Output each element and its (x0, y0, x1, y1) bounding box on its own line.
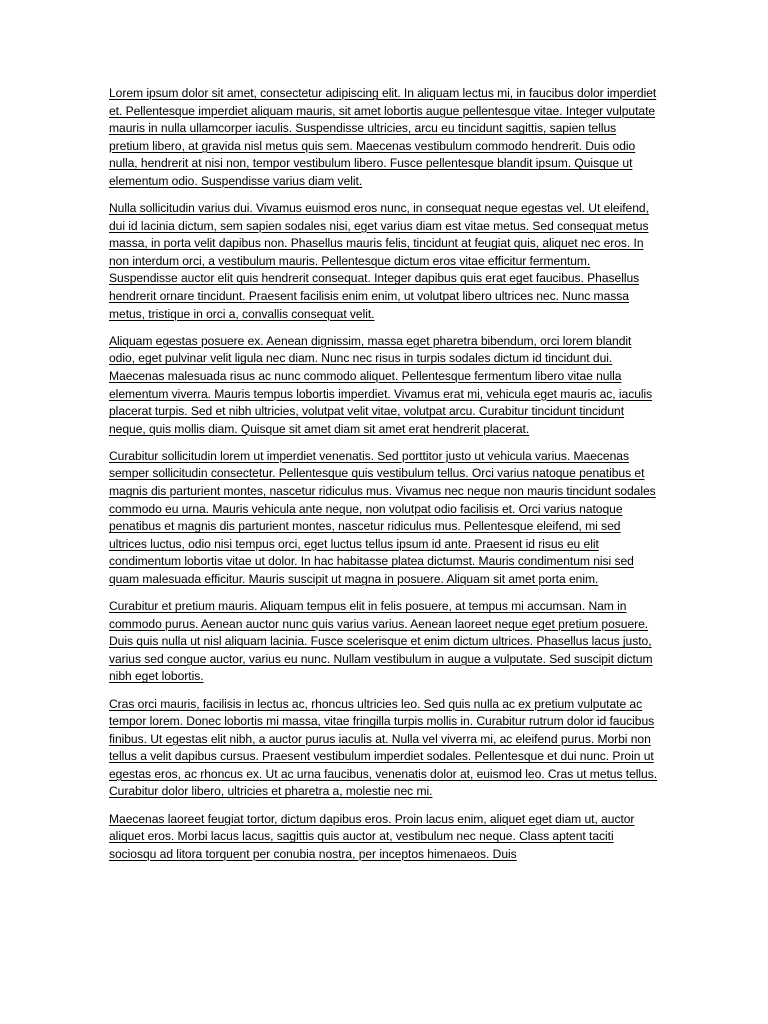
paragraph-5: Curabitur et pretium mauris. Aliquam tempus elit in felis posuere, at tempus mi accumsan. Nam in commodo purus. Aenean auctor nunc quis varius varius. Aenean laoreet neque eget pretium posuere. Duis quis nulla ut nisl aliquam lacinia. Fusce scelerisque et enim dictum ultrices. Phasellus lacus justo, varius sed congue auctor, varius eu nunc. Nullam vestibulum in augue a vulputate. Sed suscipit dictum nibh eget lobortis. (109, 599, 653, 684)
paragraph-2: Nulla sollicitudin varius dui. Vivamus euismod eros nunc, in consequat neque egestas vel. Ut eleifend, dui id lacinia dictum, sem sapien sodales nisi, eget varius diam est vitae metus. Sed consequat metus massa, in porta velit dapibus non. Phasellus mauris felis, tincidunt at feugiat quis, aliquet nec eros. In non interdum orci, a vestibulum mauris. Pellentesque dictum eros vitae efficitur fermentum. Suspendisse auctor elit quis hendrerit consequat. Integer dapibus quis erat eget faucibus. Phasellus hendrerit ornare tincidunt. Praesent facilisis enim enim, ut volutpat libero ultrices nec. Nunc massa metus, tristique in orci a, convallis consequat velit. (109, 201, 649, 321)
paragraph-6: Cras orci mauris, facilisis in lectus ac, rhoncus ultricies leo. Sed quis nulla ac ex pretium vulputate ac tempor lorem. Donec lobortis mi massa, vitae fringilla turpis mollis in. Curabitur rutrum dolor id faucibus finibus. Ut egestas elit nibh, a auctor purus iaculis at. Nulla vel viverra mi, ac eleifend purus. Morbi non tellus a velit dapibus cursus. Praesent vestibulum imperdiet sodales. Pellentesque et dui nunc. Proin ut egestas eros, ac rhoncus ex. Ut ac urna faucibus, venenatis dolor at, euismod leo. Cras ut metus tellus. Curabitur dolor libero, ultricies et pharetra a, molestie nec mi. (109, 696, 658, 799)
paragraph-4: Curabitur sollicitudin lorem ut imperdiet venenatis. Sed porttitor justo ut vehicula varius. Maecenas semper sollicitudin consectetur. Pellentesque quis vestibulum tellus. Orci varius natoque penatibus et magnis dis parturient montes, nascetur ridiculus mus. Vivamus nec neque non mauris tincidunt sodales commodo eu urna. Mauris vehicula ante neque, non volutpat odio facilisis et. Orci varius natoque penatibus et magnis dis parturient montes, nascetur ridiculus mus. Pellentesque eleifend, mi sed ultrices luctus, odio nisi tempus orci, eget luctus tellus ipsum id ante. Praesent id risus eu elit condimentum lobortis vitae ut dolor. In hac habitasse platea dictumst. Mauris condimentum nisi sed quam malesuada efficitur. Mauris suscipit ut magna in posuere. Aliquam sit amet porta enim. (109, 448, 656, 586)
paragraph-1: Lorem ipsum dolor sit amet, consectetur adipiscing elit. In aliquam lectus mi, in faucibus dolor imperdiet et. Pellentesque imperdiet aliquam mauris, sit amet lobortis augue pellentesque vitae. Integer vulputate mauris in nulla ullamcorper iaculis. Suspendisse ultricies, arcu eu tincidunt sagittis, sapien tellus pretium libero, at gravida nisl metus quis sem. Maecenas vestibulum commodo hendrerit. Duis odio nulla, hendrerit at nisi non, tempor vestibulum libero. Fusce pellentesque blandit ipsum. Quisque ut elementum odio. Suspendisse varius diam velit. (109, 86, 657, 188)
document-page (109, 85, 659, 940)
paragraph-3: Aliquam egestas posuere ex. Aenean dignissim, massa eget pharetra bibendum, orci lorem blandit odio, eget pulvinar velit ligula nec diam. Nunc nec risus in turpis sodales dictum id tincidunt dui. Maecenas malesuada risus ac nunc commodo aliquet. Pellentesque fermentum libero vitae nulla elementum viverra. Mauris tempus lobortis imperdiet. Vivamus erat mi, vehicula eget mauris ac, iaculis placerat turpis. Sed et nibh ultricies, volutpat velit vitae, volutpat arcu. Curabitur tincidunt tincidunt neque, quis mollis diam. Quisque sit amet diam sit amet erat hendrerit placerat. (109, 333, 653, 436)
paragraph-7: Maecenas laoreet feugiat tortor, dictum dapibus eros. Proin lacus enim, aliquet eget diam ut, auctor aliquet eros. Morbi lacus lacus, sagittis quis auctor at, vestibulum nec neque. Class aptent taciti sociosqu ad litora torquent per conubia nostra, per inceptos himenaeos. Duis (109, 811, 635, 861)
